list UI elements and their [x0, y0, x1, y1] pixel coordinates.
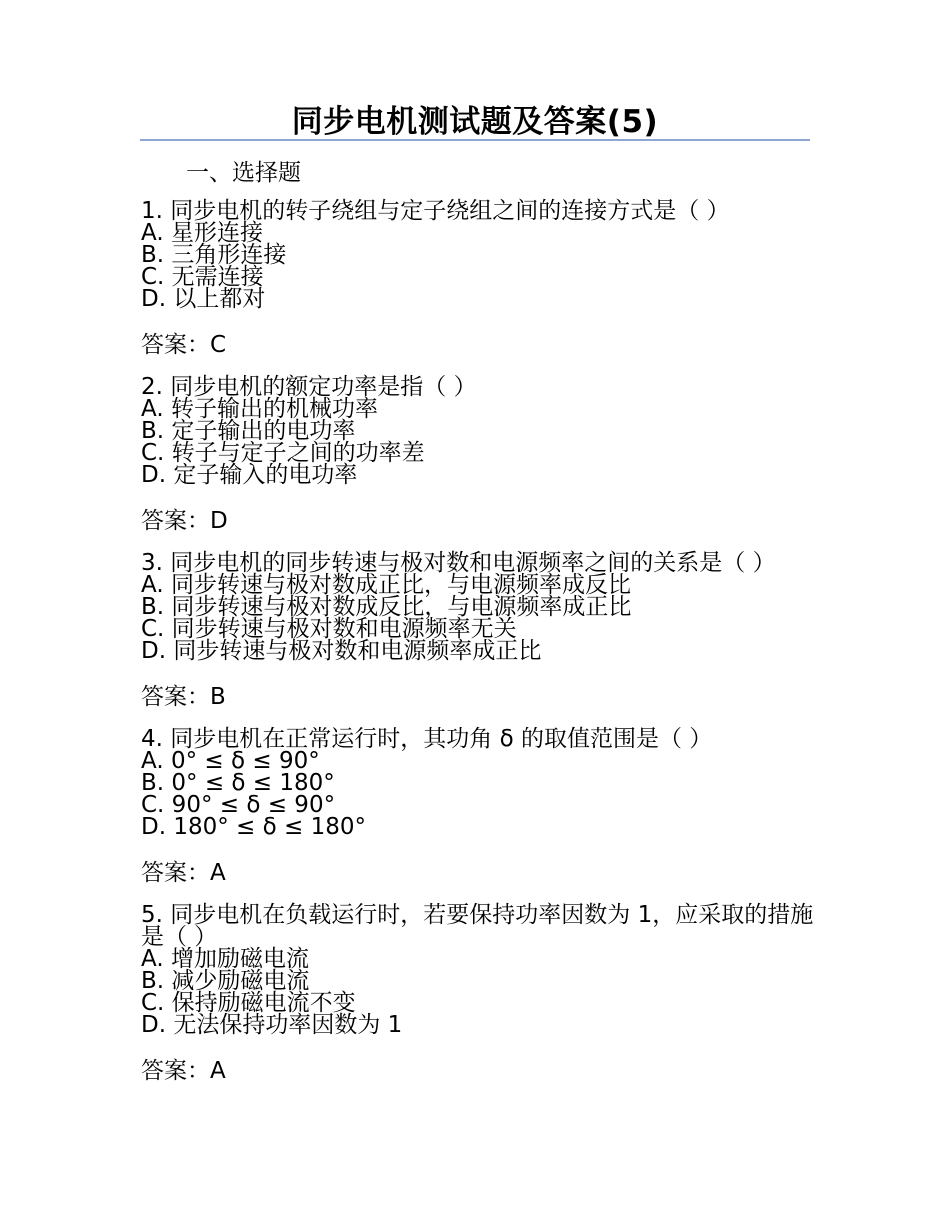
section-heading: 一、选择题 — [186, 160, 301, 186]
question-stem: 4. 同步电机在正常运行时，其功角 δ 的取值范围是（ ） — [141, 726, 713, 752]
option-a: A. 转子输出的机械功率 — [141, 396, 378, 422]
option-c: C. 无需连接 — [141, 264, 264, 290]
option-b: B. 减少励磁电流 — [141, 968, 310, 994]
option-c: C. 转子与定子之间的功率差 — [141, 440, 425, 466]
document-title: 同步电机测试题及答案(5) — [291, 104, 659, 140]
option-b: B. 同步转速与极对数成反比，与电源频率成正比 — [141, 594, 632, 620]
question-4 — [141, 728, 816, 888]
question-3 — [141, 552, 816, 712]
option-a: A. 星形连接 — [141, 220, 263, 246]
answer-line: 答案：A — [141, 1058, 226, 1084]
option-d: D. 以上都对 — [141, 286, 266, 312]
option-d: D. 定子输入的电功率 — [141, 462, 358, 488]
question-list — [141, 200, 816, 1102]
option-b: B. 0° ≤ δ ≤ 180° — [141, 770, 335, 796]
question-2 — [141, 376, 816, 536]
question-5 — [141, 904, 816, 1086]
answer-line: 答案：A — [141, 860, 226, 886]
title-underline — [140, 139, 810, 141]
option-a: A. 同步转速与极对数成正比，与电源频率成反比 — [141, 572, 631, 598]
question-stem: 5. 同步电机在负载运行时，若要保持功率因数为 1，应采取的措施是（ ） — [141, 902, 814, 950]
answer-line: 答案：B — [141, 684, 226, 710]
option-d: D. 同步转速与极对数和电源频率成正比 — [141, 638, 542, 664]
option-c: C. 同步转速与极对数和电源频率无关 — [141, 616, 517, 642]
answer-line: 答案：C — [141, 332, 227, 358]
question-stem: 1. 同步电机的转子绕组与定子绕组之间的连接方式是（ ） — [141, 198, 730, 224]
option-d: D. 180° ≤ δ ≤ 180° — [141, 814, 366, 840]
option-b: B. 三角形连接 — [141, 242, 287, 268]
option-c: C. 保持励磁电流不变 — [141, 990, 356, 1016]
option-c: C. 90° ≤ δ ≤ 90° — [141, 792, 336, 818]
question-stem: 3. 同步电机的同步转速与极对数和电源频率之间的关系是（ ） — [141, 550, 776, 576]
option-b: B. 定子输出的电功率 — [141, 418, 356, 444]
option-a: A. 增加励磁电流 — [141, 946, 309, 972]
option-a: A. 0° ≤ δ ≤ 90° — [141, 748, 320, 774]
question-1 — [141, 200, 816, 360]
option-d: D. 无法保持功率因数为 1 — [141, 1012, 403, 1038]
answer-line: 答案：D — [141, 508, 228, 534]
question-stem: 2. 同步电机的额定功率是指（ ） — [141, 374, 477, 400]
